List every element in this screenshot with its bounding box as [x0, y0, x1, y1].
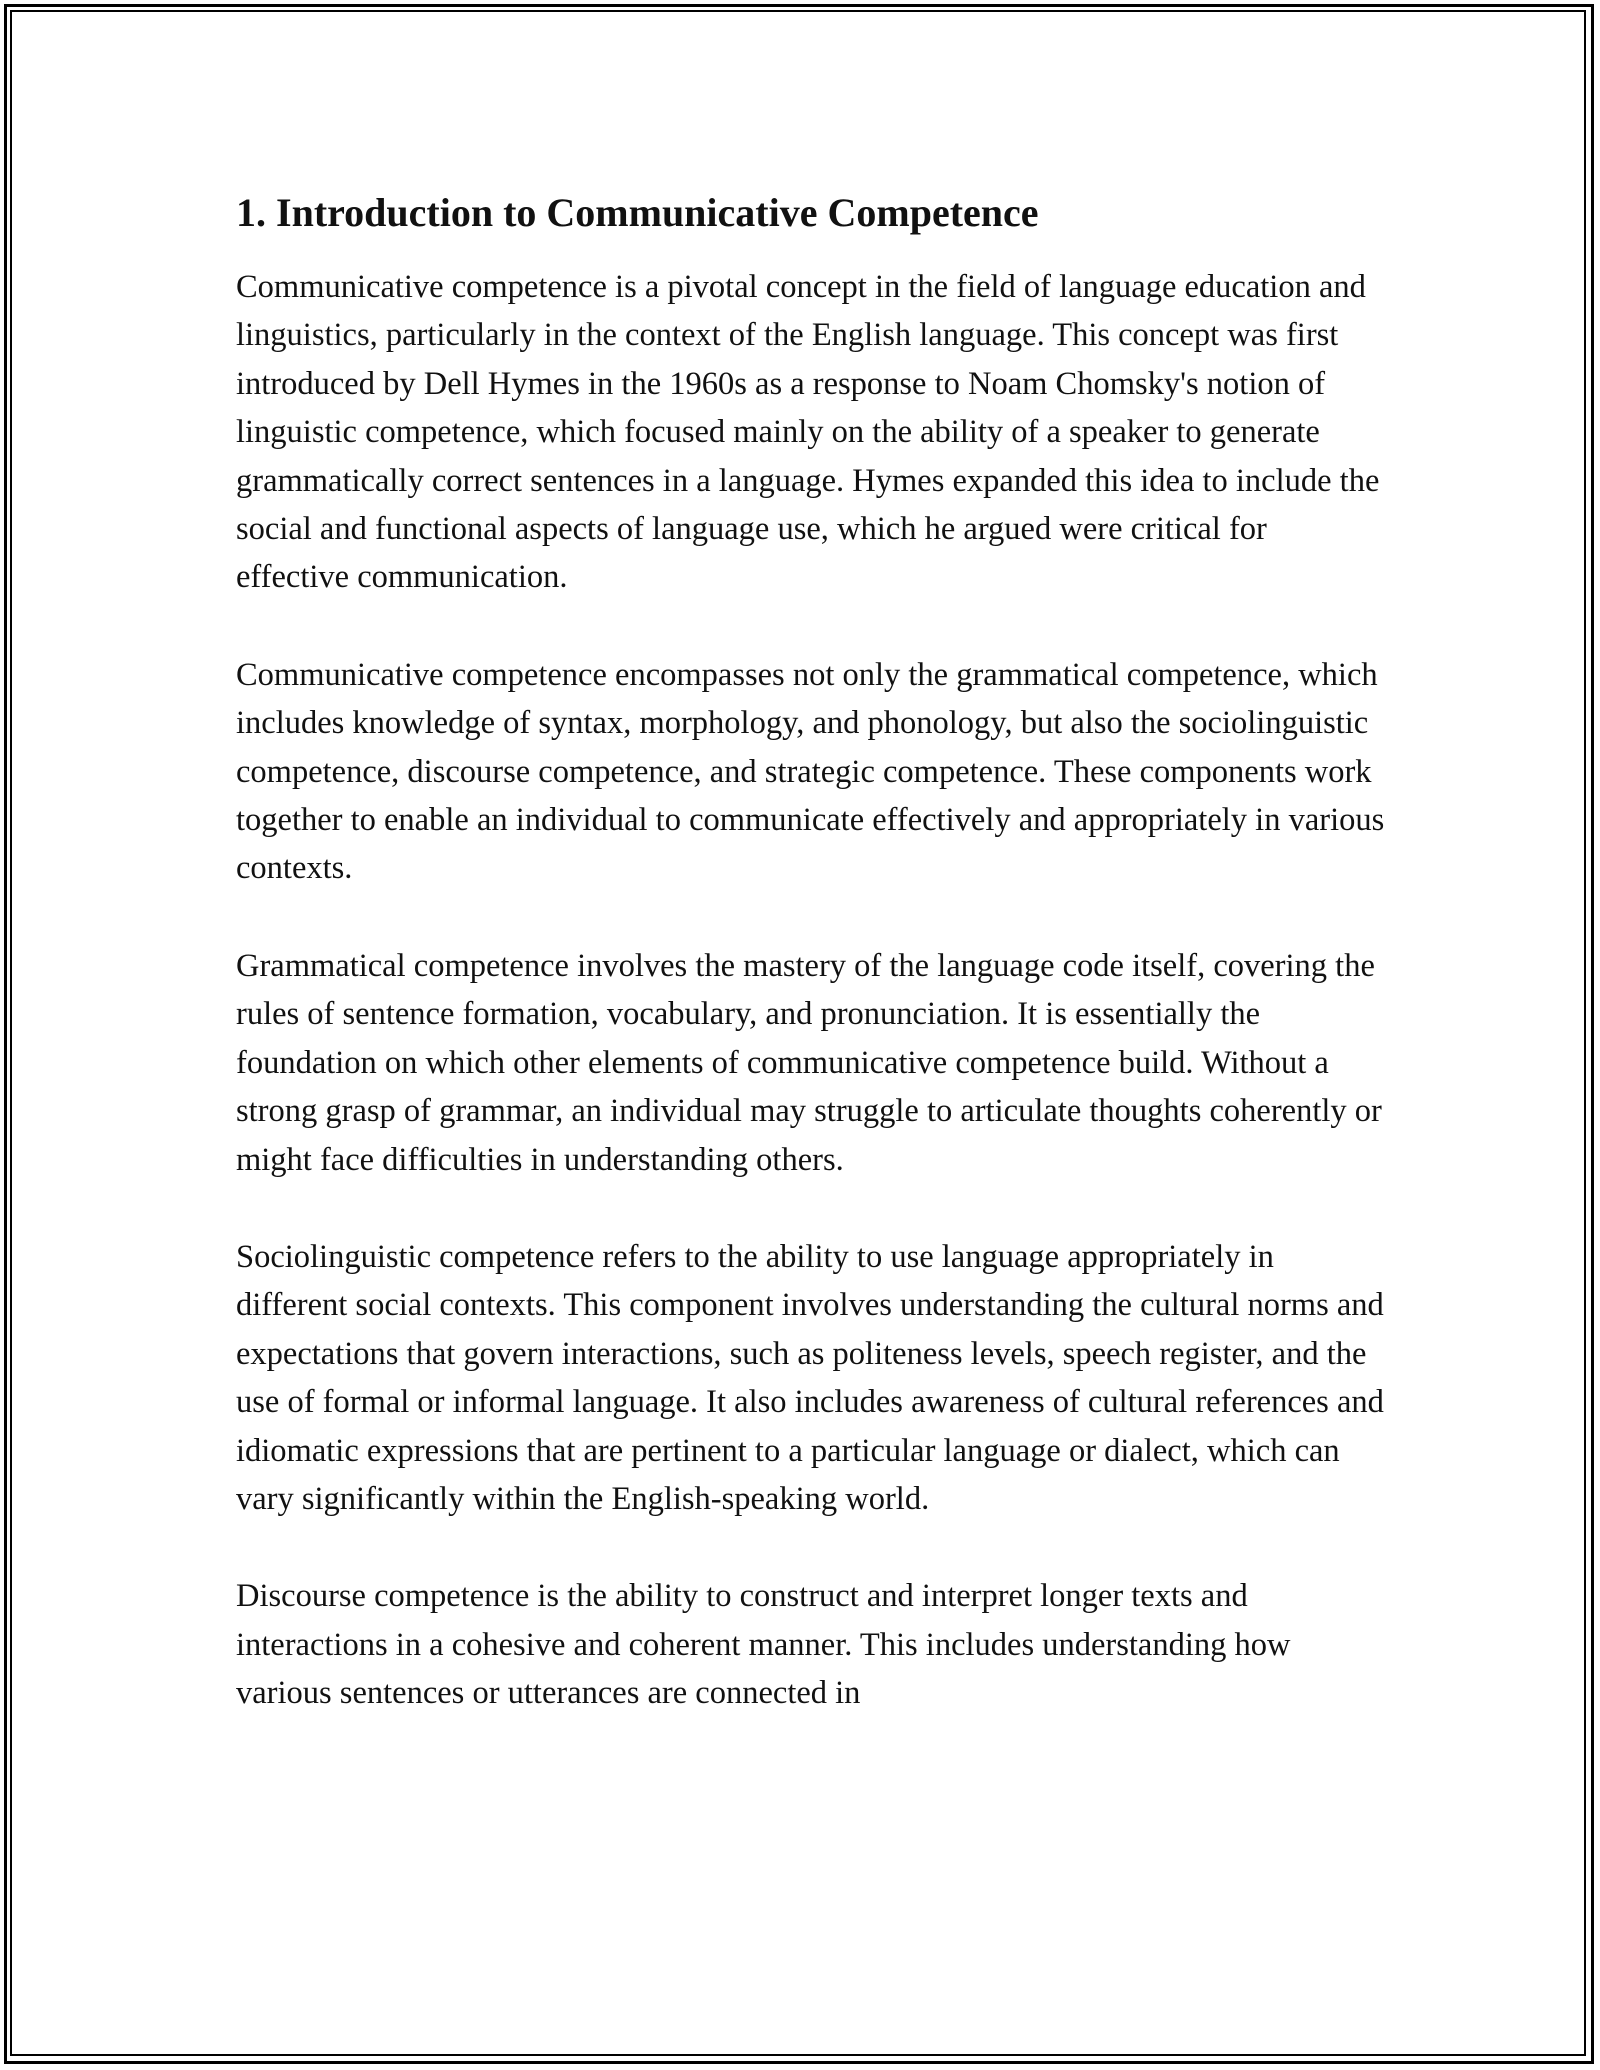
section-heading: 1. Introduction to Communicative Competence	[236, 190, 1039, 235]
document-body	[236, 185, 1386, 1767]
paragraph-components: Communicative competence encompasses not only the grammatical competence, which includes knowledge of syntax, morphology, and phonology, but also the sociolinguistic competence, discourse competence, and strategic competence. These components work together to enable an individual to communicate effectively and appropriately in various contexts.	[236, 656, 1385, 887]
paragraph-grammatical: Grammatical competence involves the mastery of the language code itself, covering the rules of sentence formation, vocabulary, and pronunciation. It is essentially the foundation on which other elements of communicative competence build. Without a strong grasp of grammar, an individual may struggle to articulate thoughts coherently or might face difficulties in understanding others.	[236, 947, 1382, 1178]
paragraph-sociolinguistic: Sociolinguistic competence refers to the ability to use language appropriately in different social contexts. This component involves understanding the cultural norms and expectations that govern interactions, such as politeness levels, speech register, and the use of formal or informal language. It also includes awareness of cultural references and idiomatic expressions that are pertinent to a particular language or dialect, which can vary significantly within the English-speaking world.	[236, 1238, 1384, 1517]
paragraph-discourse: Discourse competence is the ability to construct and interpret longer texts and interactions in a cohesive and coherent manner. This includes understanding how various sentences or utterances are connected in	[236, 1578, 1291, 1712]
paragraph-intro: Communicative competence is a pivotal concept in the field of language education and linguistics, particularly in the context of the English language. This concept was first introduced by Dell Hymes in the 1960s as a response to Noam Chomsky's notion of linguistic competence, which focused mainly on the ability of a speaker to generate grammatically correct sentences in a language. Hymes expanded this idea to include the social and functional aspects of language use, which he argued were critical for effective communication.	[236, 269, 1380, 596]
